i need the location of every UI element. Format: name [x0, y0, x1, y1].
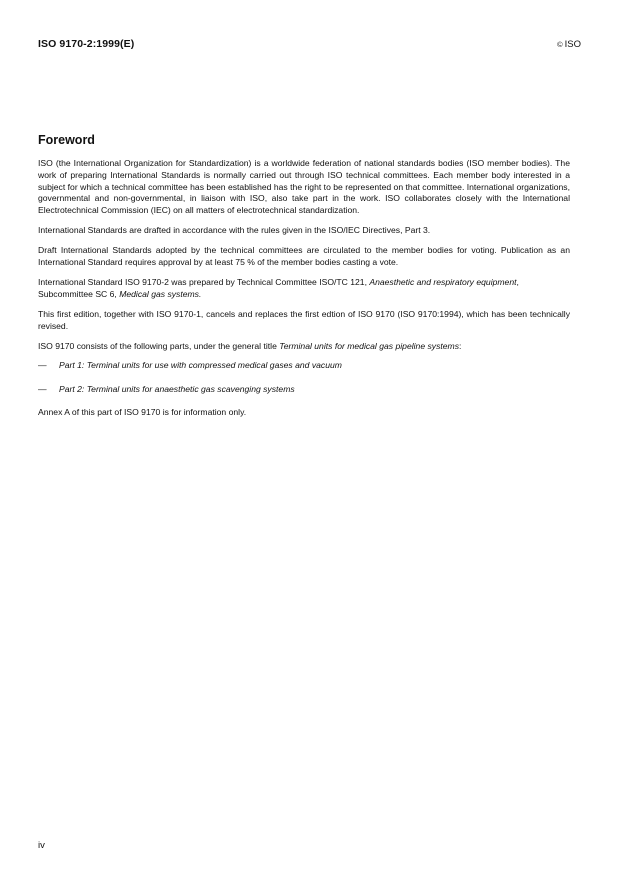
subcommittee-title: Medical gas systems.	[119, 288, 202, 299]
part-2-title: Part 2: Terminal units for anaesthetic gas scavenging systems	[59, 383, 295, 394]
dash-marker: —	[38, 360, 47, 371]
parts-intro-text: ISO 9170 consists of the following parts, under the general title	[38, 340, 280, 351]
committee-text: International Standard ISO 9170-2 was prepared by Technical Committee ISO/TC 121,	[38, 276, 370, 287]
copyright-notice	[557, 39, 581, 50]
paragraph-drafting-rules: International Standards are drafted in accordance with the rules given in the ISO/IEC Directives, Part 3.	[38, 225, 431, 236]
parts-intro-colon: :	[459, 340, 462, 351]
general-title: Terminal units for medical gas pipeline systems	[279, 340, 460, 351]
paragraph-committee	[38, 277, 570, 301]
part-1-title: Part 1: Terminal units for use with compressed medical gases and vacuum	[59, 360, 342, 371]
paragraph-iso-description: ISO (the International Organization for Standardization) is a worldwide federation of national standards bodies (ISO member bodies). The work of preparing International Standards is normally carried out through ISO technical committees. Each member body interested in a subject for which a technical committee has been established has the right to be represented on that committee. International organizations, governmental and non-governmental, in liaison with ISO, also take part in the work. ISO collaborates closely with the International Electrotechnical Commission (IEC) on all matters of electrotechnical standardization.	[38, 158, 570, 216]
paragraph-annex: Annex A of this part of ISO 9170 is for information only.	[38, 407, 247, 418]
document-id: ISO 9170-2:1999(E)	[38, 38, 135, 50]
paragraph-parts-intro	[38, 341, 570, 353]
page-number: iv	[38, 840, 45, 851]
list-item	[38, 360, 570, 372]
foreword-body	[38, 158, 570, 427]
page-title: Foreword	[38, 133, 95, 147]
list-item	[38, 384, 570, 396]
dash-marker: —	[38, 383, 47, 394]
paragraph-voting: Draft International Standards adopted by the technical committees are circulated to the member bodies for voting. Publication as an International Standard requires approval by at least 75 % of the member bodies casting a vote.	[38, 245, 570, 267]
subcommittee-text: , Subcommittee SC 6,	[38, 276, 519, 299]
copyright-icon: ©	[557, 40, 563, 49]
committee-title: Anaesthetic and respiratory equipment	[369, 276, 517, 287]
copyright-org: ISO	[564, 39, 581, 50]
paragraph-edition: This first edition, together with ISO 9170-1, cancels and replaces the first edtion of ISO 9170 (ISO 9170:1994), which has been technically revised.	[38, 308, 570, 331]
